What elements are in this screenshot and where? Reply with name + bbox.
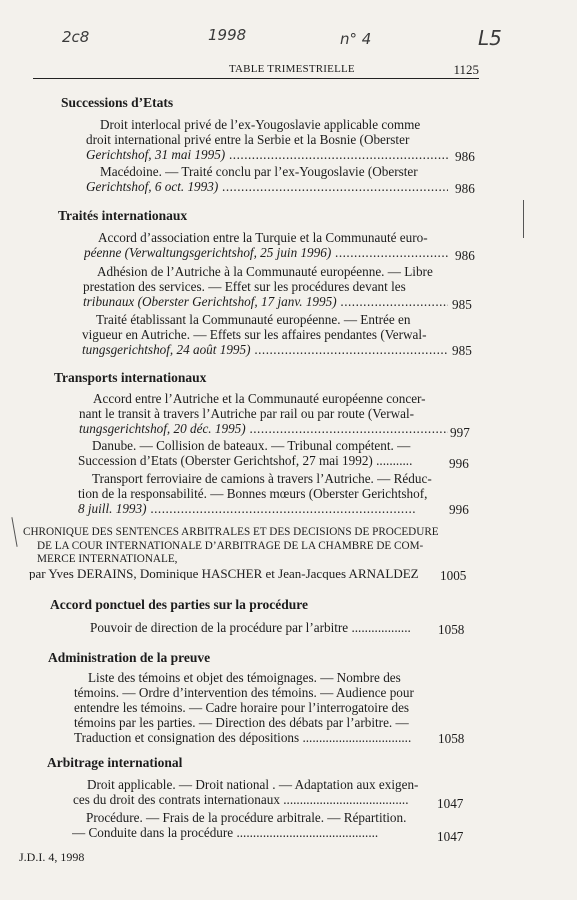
toc-entry: Procédure. — Frais de la procédure arbitrale. — Répartition. — Conduite dans la procédure ........................................... [72, 810, 407, 840]
entry-page: 1005 [440, 568, 467, 583]
entry-page: 1047 [437, 796, 464, 811]
section-title: Arbitrage international [47, 755, 183, 770]
entry-page: 1058 [438, 622, 465, 637]
section-title: Successions d’Etats [61, 95, 174, 110]
toc-entry: Transport ferroviaire de camions à travers l’Autriche. — Réduc- tion de la responsabilité. — Bonnes mœurs (Oberster Gerichtshof, 8 juill. 1993) ..... [78, 471, 432, 516]
toc-entry: Droit interlocal privé de l’ex-Yougoslavie applicable comme droit international privé entre la Serbie et la Bosnie (Oberster Gerichtshof, 31 mai 1995) ..... [86, 117, 448, 162]
margin-mark [523, 200, 524, 238]
toc-entry: Danube. — Collision de bateaux. — Tribunal compétent. — Succession d’Etats (Oberster Gerichtshof, 27 mai 1992) ........... [78, 438, 413, 468]
running-title: TABLE TRIMESTRIELLE [229, 63, 355, 75]
page-number: 1125 [453, 62, 479, 77]
handwritten-note-left: 2c8 [62, 28, 90, 46]
toc-entry: Traité établissant la Communauté européenne. — Entrée en vigueur en Autriche. — Effets sur les affaires pendantes (Verwal- tungsgerichtshof, 24 août 1995) ..... [82, 312, 448, 357]
header-rule [33, 78, 479, 79]
toc-entry: Accord d’association entre la Turquie et la Communauté euro- péenne (Verwaltungsgerichtshof, 25 juin 1996) ..... [84, 230, 448, 260]
toc-entry: Adhésion de l’Autriche à la Communauté européenne. — Libre prestation des services. — Effet sur les procédures devant les tribunaux (Oberster Gerichtshof, 17 janv. 1995) ..... [83, 264, 448, 309]
entry-page: 986 [455, 248, 475, 263]
entry-page: 986 [455, 149, 475, 164]
handwritten-note-year: 1998 [208, 26, 247, 44]
section-title: Transports internationaux [54, 370, 207, 385]
entry-page: 986 [455, 181, 475, 196]
toc-entry: Pouvoir de direction de la procédure par l’arbitre .................. [90, 620, 411, 635]
toc-entry: Macédoine. — Traité conclu par l’ex-Yougoslavie (Oberster Gerichtshof, 6 oct. 1993) ..... [86, 164, 448, 194]
section-title: Administration de la preuve [48, 650, 211, 665]
toc-entry: Liste des témoins et objet des témoignages. — Nombre des témoins. — Ordre d’intervention des témoins. — Audience pour entendre les témoins. — Cadre horaire pour l’interrogatoire des témoins par les parties. — Direction des débats par l’arbitre. — Traduction et consignation des dépositions ................................. [74, 670, 414, 745]
toc-entry: Accord entre l’Autriche et la Communauté européenne concer- nant le transit à travers l’Autriche par rail ou par route (Verwal- tungsgerichtshof, 20 déc. 1995) ..... [79, 391, 448, 436]
section-title: Accord ponctuel des parties sur la procédure [50, 597, 308, 612]
entry-page: 997 [450, 425, 470, 440]
toc-entry: Droit applicable. — Droit national . — Adaptation aux exigen- ces du droit des contrats internationaux ...................................... [73, 777, 419, 807]
handwritten-note-right: L5 [478, 26, 502, 50]
entry-page: 996 [449, 456, 469, 471]
chronique-heading: CHRONIQUE DES SENTENCES ARBITRALES ET DES DECISIONS DE PROCEDURE DE LA COUR INTERNATIONALE D’ARBITRAGE DE LA CHAMBRE DE COM- MERCE INTERNATIONALE, par Yves DERAINS, Dominique HASCHER et Jean-Jacques ARNALDEZ [23, 526, 439, 580]
margin-mark [11, 517, 17, 547]
footer-citation: J.D.I. 4, 1998 [19, 850, 85, 864]
running-header [33, 62, 479, 76]
section-title: Traités internationaux [58, 208, 188, 223]
entry-page: 996 [449, 502, 469, 517]
entry-page: 985 [452, 343, 472, 358]
entry-page: 985 [452, 297, 472, 312]
handwritten-note-number: n° 4 [340, 30, 372, 48]
entry-page: 1058 [438, 731, 465, 746]
entry-page: 1047 [437, 829, 464, 844]
